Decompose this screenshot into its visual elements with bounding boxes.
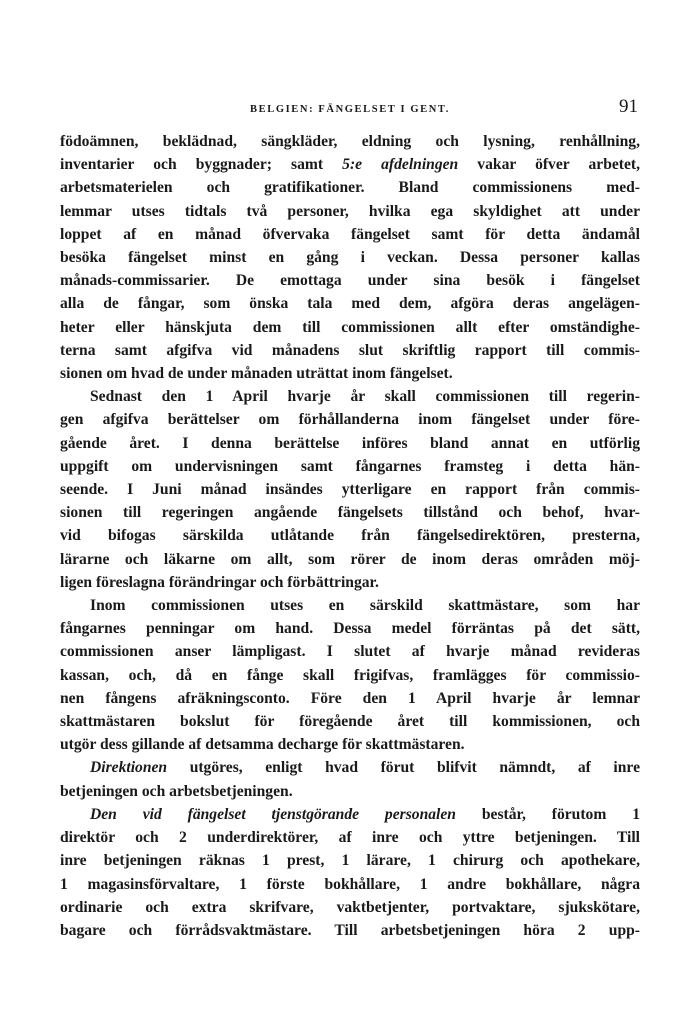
text-line: arbetsmaterielen och gratifikationer. Bland commissionens med- bbox=[60, 179, 640, 197]
text-line: direktör och 2 underdirektörer, af inre och yttre betjeningen. Till bbox=[60, 829, 640, 847]
italic-term: Direktionen bbox=[90, 759, 168, 777]
text-line: 1 magasinsförvaltare, 1 förste bokhållare, 1 andre bokhållare, några bbox=[60, 875, 640, 893]
text-line: nen fångens afräkningsconto. Före den 1 April hvarje år lemnar bbox=[60, 689, 640, 707]
text-line: kassan, och, då en fånge skall frigifvas, framlägges för commissio- bbox=[60, 666, 640, 684]
running-header bbox=[60, 96, 640, 130]
paragraph-4 bbox=[60, 756, 640, 802]
text-line: gen afgifva berättelser om förhållanderna inom fängelset under före- bbox=[60, 411, 640, 429]
text-line: utgör dess gillande af detsamma decharge för skattmästaren. bbox=[60, 736, 465, 754]
text-line: seende. I Juni månad insändes ytterligare en rapport från commis- bbox=[60, 481, 640, 499]
text-line: skattmästaren bokslut för föregående året till kommissionen, och bbox=[60, 713, 640, 731]
text-line: sionen om hvad de under månaden uträttat inom fängelset. bbox=[60, 365, 453, 383]
text-line bbox=[60, 756, 640, 779]
text-line: loppet af en månad öfvervaka fängelset samt för detta ändamål bbox=[60, 225, 640, 243]
paragraph-2 bbox=[60, 385, 640, 594]
text-line: födoämnen, beklädnad, sängkläder, eldning och lysning, renhållning, bbox=[60, 133, 640, 150]
text-line: vid bifogas särskilda utlåtande från fängelsedirektören, presterna, bbox=[60, 527, 640, 545]
running-title: BELGIEN: FÄNGELSET I GENT. bbox=[250, 104, 450, 115]
text-line: heter eller hänskjuta dem till commissionen allt efter omständighe- bbox=[60, 318, 640, 336]
page-number: 91 bbox=[619, 96, 638, 117]
text-line: Sednast den 1 April hvarje år skall commissionen till regerin- bbox=[90, 388, 640, 406]
body-text bbox=[60, 130, 640, 942]
text-line: commissionen anser lämpligast. I slutet af hvarje månad revideras bbox=[60, 643, 640, 661]
text-line: ligen föreslagna förändringar och förbättringar. bbox=[60, 573, 379, 591]
text-line: betjeningen och arbetsbetjeningen. bbox=[60, 782, 293, 800]
text-line bbox=[60, 153, 640, 176]
text-line: fångarnes penningar om hand. Dessa medel förräntas på det sätt, bbox=[60, 620, 640, 638]
text-line: besöka fängelset minst en gång i veckan. Dessa personer kallas bbox=[60, 249, 640, 267]
text-run: inventarier och byggnader; samt bbox=[60, 156, 343, 174]
paragraph-3 bbox=[60, 594, 640, 756]
text-line: bagare och förrådsvaktmästare. Till arbetsbetjeningen höra 2 upp- bbox=[60, 921, 640, 939]
text-line: ordinarie och extra skrifvare, vaktbetjenter, portvaktare, sjukskötare, bbox=[60, 898, 640, 916]
text-line bbox=[60, 803, 640, 826]
text-run: vakar öfver arbetet, bbox=[458, 156, 640, 174]
text-line: alla de fångar, som önska tala med dem, afgöra deras angelägen- bbox=[60, 295, 640, 313]
text-line: månads-commissarier. De emottaga under sina besök i fängelset bbox=[60, 272, 640, 290]
text-line: gående året. I denna berättelse införes bland annat en utförlig bbox=[60, 434, 640, 452]
book-page bbox=[60, 96, 640, 942]
text-line: lemmar utses tidtals två personer, hvilka ega skyldighet att under bbox=[60, 202, 640, 220]
text-line: lärarne och läkarne om allt, som rörer de inom deras områden möj- bbox=[60, 550, 640, 568]
paragraph-1 bbox=[60, 130, 640, 385]
text-line: inre betjeningen räknas 1 prest, 1 lärare, 1 chirurg och apothekare, bbox=[60, 852, 640, 870]
text-line: terna samt afgifva vid månadens slut skriftlig rapport till commis- bbox=[60, 341, 640, 359]
paragraph-5 bbox=[60, 803, 640, 942]
text-line: sionen till regeringen angående fängelsets tillstånd och behof, hvar- bbox=[60, 504, 640, 522]
italic-term: Den vid fängelset tjenstgörande personalen bbox=[90, 805, 456, 823]
italic-term: 5:e afdelningen bbox=[342, 156, 459, 174]
text-run: består, förutom 1 bbox=[455, 805, 640, 823]
text-run: utgöres, enligt hvad förut blifvit nämndt, af inre bbox=[167, 759, 640, 777]
text-line: uppgift om undervisningen samt fångarnes framsteg i detta hän- bbox=[60, 457, 640, 475]
text-line: Inom commissionen utses en särskild skattmästare, som har bbox=[90, 597, 640, 615]
